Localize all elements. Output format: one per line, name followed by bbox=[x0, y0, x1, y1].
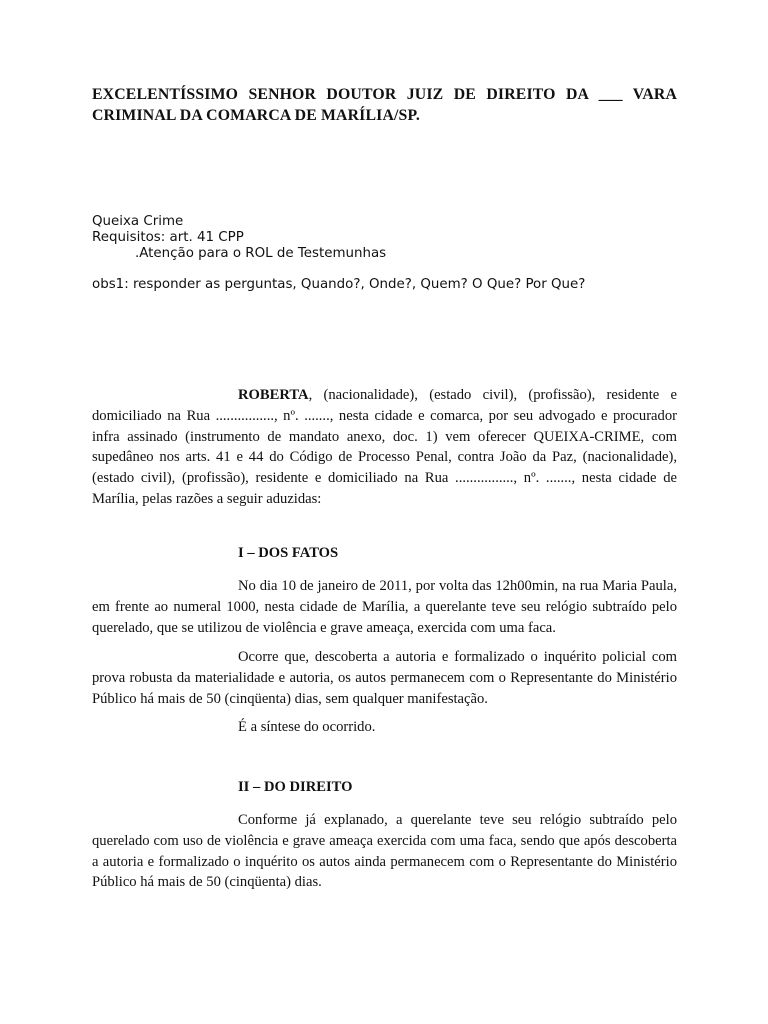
notes-atencao: .Atenção para o ROL de Testemunhas bbox=[135, 246, 387, 261]
fatos-paragraph-1: No dia 10 de janeiro de 2011, por volta das 12h00min, na rua Maria Paula, em frente ao numeral 1000, nesta cidade de Marília, a querelante teve seu relógio subtraído pelo querelado, que se utilizou de violência e grave ameaça, exercida com uma faca. bbox=[92, 578, 677, 636]
header-line-1: EXCELENTÍSSIMO SENHOR DOUTOR JUIZ DE DIREITO DA ___ VARA bbox=[92, 86, 677, 103]
section-heading-direito: II – DO DIREITO bbox=[238, 779, 353, 795]
document-header bbox=[92, 84, 677, 126]
fatos-paragraph-3: É a síntese do ocorrido. bbox=[238, 719, 376, 735]
header-line-2: CRIMINAL DA COMARCA DE MARÍLIA/SP. bbox=[92, 107, 420, 124]
notes-title: Queixa Crime bbox=[92, 214, 184, 229]
querelante-name: ROBERTA bbox=[238, 387, 309, 403]
qualificacao-text: , (nacionalidade), (estado civil), (profissão), residente e domiciliado na Rua ................, nº. ......., nesta cidade e comarca, por seu advogado e procurador infra assinado (instrumento de mandato anexo, doc. 1) vem oferecer QUEIXA-CRIME, com supedâneo nos arts. 41 e 44 do Código de Processo Penal, contra João da Paz, (nacionalidade), (estado civil), (profissão), residente e domiciliado na Rua ................, nº. ......., nesta cidade de Marília, pelas razões a seguir aduzidas: bbox=[92, 387, 677, 507]
fatos-paragraph-2: Ocorre que, descoberta a autoria e formalizado o inquérito policial com prova robusta da materialidade e autoria, os autos permanecem com o Representante do Ministério Público há mais de 50 (cinqüenta) dias, sem qualquer manifestação. bbox=[92, 649, 677, 707]
section-heading-fatos: I – DOS FATOS bbox=[238, 545, 339, 561]
direito-paragraph-1: Conforme já explanado, a querelante teve seu relógio subtraído pelo querelado com uso de violência e grave ameaça exercida com uma faca, sendo que após descoberta a autoria e formalizado o inquérito os autos ainda permanecem com o Representante do Ministério Público há mais de 50 (cinqüenta) dias. bbox=[92, 812, 677, 891]
qualificacao-paragraph bbox=[92, 385, 677, 510]
notes-obs1: obs1: responder as perguntas, Quando?, Onde?, Quem? O Que? Por Que? bbox=[92, 277, 586, 292]
notes-requisitos: Requisitos: art. 41 CPP bbox=[92, 230, 244, 245]
